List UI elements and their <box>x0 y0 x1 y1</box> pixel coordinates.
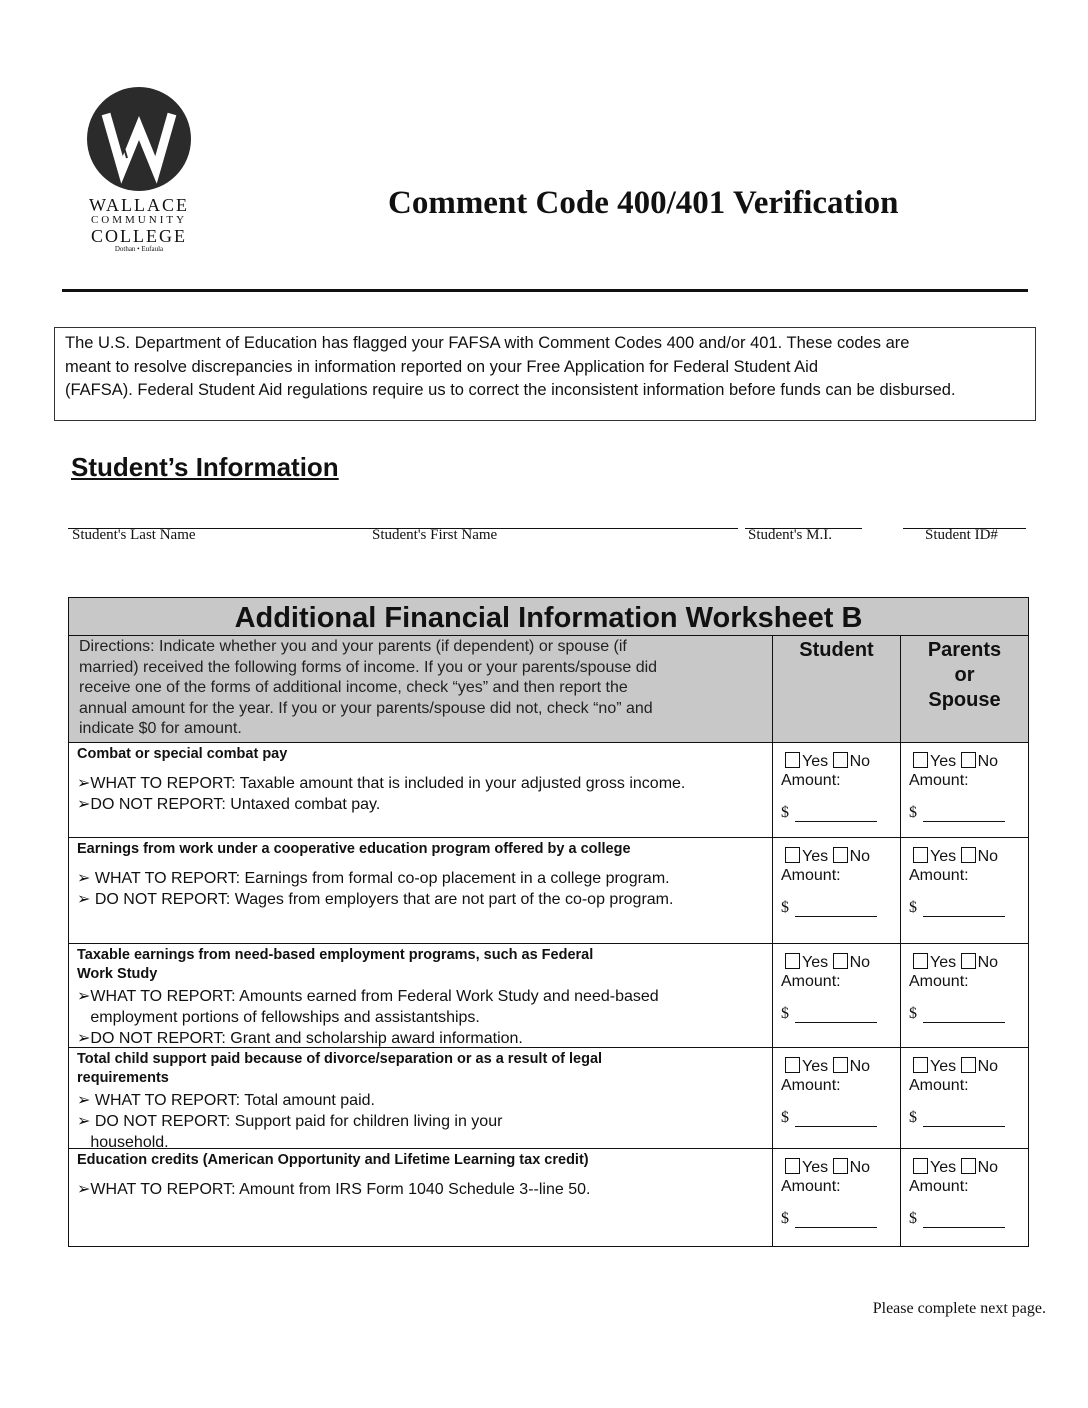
student-yes-label: Yes <box>802 1159 829 1176</box>
student-no-label: No <box>849 1058 871 1075</box>
directions-line: married) received the following forms of income. If you or your parents/spouse did <box>79 658 658 676</box>
directions-line: indicate $0 for amount. <box>79 720 242 737</box>
income-item-title: Education credits (American Opportunity and Lifetime Learning tax credit) <box>77 1152 589 1168</box>
student-no-checkbox[interactable] <box>833 1057 848 1073</box>
student-amount-field[interactable] <box>795 902 877 917</box>
student-amount-line <box>773 1005 900 1023</box>
page-title: Comment Code 400/401 Verification <box>388 185 899 221</box>
parents-no-label: No <box>977 954 999 971</box>
dollar-sign: $ <box>909 1005 917 1022</box>
notice-line: meant to resolve discrepancies in information reported on your Free Application for Federal Student Aid <box>65 357 818 376</box>
dollar-sign: $ <box>781 804 789 821</box>
parents-yes-no <box>901 838 1028 867</box>
income-item-instruction: employment portions of fellowships and assistantships. <box>77 1009 480 1026</box>
parents-yes-checkbox[interactable] <box>913 752 928 768</box>
income-item-title: Work Study <box>77 966 158 982</box>
student-yes-label: Yes <box>802 1058 829 1075</box>
income-item-description <box>69 944 773 1047</box>
mi-label: Student's M.I. <box>748 527 832 543</box>
dollar-sign: $ <box>909 804 917 821</box>
parents-amount-line <box>901 899 1028 917</box>
parents-yes-label: Yes <box>930 753 957 770</box>
parents-amount-line <box>901 1005 1028 1023</box>
parents-answer-cell <box>901 1048 1028 1148</box>
parents-yes-no <box>901 1048 1028 1077</box>
income-item-row <box>69 944 1028 1048</box>
income-item-title: requirements <box>77 1070 169 1086</box>
student-no-label: No <box>849 848 871 865</box>
parents-column-header <box>901 636 1028 742</box>
student-amount-line <box>773 804 900 822</box>
student-no-label: No <box>849 1159 871 1176</box>
income-items <box>69 743 1028 1246</box>
parents-amount-field[interactable] <box>923 807 1005 822</box>
student-column-header <box>773 636 901 742</box>
student-amount-line <box>773 899 900 917</box>
income-item-title: Taxable earnings from need-based employment programs, such as Federal <box>77 947 594 963</box>
income-item-description <box>69 1048 773 1151</box>
income-item-instruction: ➢WHAT TO REPORT: Amount from IRS Form 1040 Schedule 3--line 50. <box>77 1181 591 1198</box>
dollar-sign: $ <box>781 899 789 916</box>
student-amount-label: Amount: <box>781 772 841 789</box>
parents-column-label: Spouse <box>928 689 1001 711</box>
student-amount-label: Amount: <box>781 973 841 990</box>
parents-yes-no <box>901 743 1028 772</box>
parents-no-label: No <box>977 848 999 865</box>
parents-amount-label: Amount: <box>909 1077 969 1094</box>
income-item-title: Total child support paid because of divorce/separation or as a result of legal <box>77 1051 603 1067</box>
student-no-checkbox[interactable] <box>833 953 848 969</box>
student-id-label: Student ID# <box>925 527 998 543</box>
parents-yes-checkbox[interactable] <box>913 1057 928 1073</box>
parents-no-checkbox[interactable] <box>961 847 976 863</box>
parents-amount-label: Amount: <box>909 1178 969 1195</box>
student-yes-label: Yes <box>802 954 829 971</box>
student-amount-label: Amount: <box>781 1178 841 1195</box>
dollar-sign: $ <box>781 1005 789 1022</box>
notice-box <box>54 327 1036 421</box>
student-info-heading: Student’s Information <box>71 452 339 482</box>
worksheet-table <box>68 597 1029 1247</box>
parents-amount-field[interactable] <box>923 1008 1005 1023</box>
student-yes-checkbox[interactable] <box>785 752 800 768</box>
parents-amount-label: Amount: <box>909 772 969 789</box>
parents-yes-no <box>901 944 1028 973</box>
logo-text-wallace: WALLACE <box>89 195 189 215</box>
parents-no-label: No <box>977 1058 999 1075</box>
directions-line: annual amount for the year. If you or your parents/spouse did not, check “no” and <box>79 699 653 717</box>
logo-text-college: COLLEGE <box>91 226 187 246</box>
parents-amount-line <box>901 1210 1028 1228</box>
student-amount-field[interactable] <box>795 1213 877 1228</box>
parents-no-checkbox[interactable] <box>961 953 976 969</box>
parents-yes-no <box>901 1149 1028 1178</box>
parents-yes-label: Yes <box>930 1159 957 1176</box>
income-item-instruction: household. <box>77 1134 169 1151</box>
notice-line: (FAFSA). Federal Student Aid regulations require us to correct the inconsistent information before funds can be disbursed. <box>65 381 956 399</box>
dollar-sign: $ <box>909 1109 917 1126</box>
income-item-description <box>69 838 773 943</box>
student-column-label: Student <box>799 639 874 661</box>
logo-text-campuses: Dothan • Eufaula <box>114 245 164 253</box>
parents-amount-label: Amount: <box>909 867 969 884</box>
income-item-instruction: ➢ DO NOT REPORT: Support paid for children living in your <box>77 1113 503 1130</box>
parents-answer-cell <box>901 838 1028 943</box>
directions-row <box>69 636 1028 743</box>
parents-no-label: No <box>977 1159 999 1176</box>
parents-column-label: or <box>954 664 975 686</box>
income-item-row <box>69 838 1028 944</box>
income-item-title: Combat or special combat pay <box>77 746 288 762</box>
student-amount-line <box>773 1210 900 1228</box>
footer-note: Please complete next page. <box>872 1300 1046 1317</box>
dollar-sign: $ <box>781 1210 789 1227</box>
student-no-checkbox[interactable] <box>833 1158 848 1174</box>
income-item-title: Earnings from work under a cooperative education program offered by a college <box>77 841 631 857</box>
parents-amount-field[interactable] <box>923 902 1005 917</box>
student-yes-label: Yes <box>802 753 829 770</box>
student-yes-no <box>773 838 900 867</box>
parents-no-checkbox[interactable] <box>961 752 976 768</box>
parents-column-label: Parents <box>927 639 1002 661</box>
student-no-label: No <box>849 954 871 971</box>
dollar-sign: $ <box>909 899 917 916</box>
student-amount-field[interactable] <box>795 807 877 822</box>
dollar-sign: $ <box>781 1109 789 1126</box>
parents-no-checkbox[interactable] <box>961 1158 976 1174</box>
parents-amount-field[interactable] <box>923 1112 1005 1127</box>
title-divider <box>62 289 1028 292</box>
student-no-checkbox[interactable] <box>833 847 848 863</box>
student-amount-label: Amount: <box>781 1077 841 1094</box>
income-item-description <box>69 743 773 837</box>
student-yes-checkbox[interactable] <box>785 1057 800 1073</box>
student-answer-cell <box>773 1048 901 1148</box>
income-item-row <box>69 1048 1028 1149</box>
income-item-instruction: ➢ DO NOT REPORT: Wages from employers that are not part of the co-op program. <box>77 891 674 908</box>
parents-answer-cell <box>901 944 1028 1047</box>
student-answer-cell <box>773 1149 901 1246</box>
student-answer-cell <box>773 743 901 837</box>
income-item-instruction: ➢DO NOT REPORT: Grant and scholarship award information. <box>77 1030 523 1047</box>
worksheet-title: Additional Financial Information Worksheet B <box>69 598 1028 636</box>
directions-line: receive one of the forms of additional income, check “yes” and then report the <box>79 679 628 696</box>
parents-yes-checkbox[interactable] <box>913 953 928 969</box>
parents-yes-label: Yes <box>930 848 957 865</box>
income-item-row <box>69 1149 1028 1246</box>
income-item-instruction: ➢ WHAT TO REPORT: Earnings from formal co-op placement in a college program. <box>77 870 670 887</box>
student-yes-no <box>773 944 900 973</box>
parents-amount-field[interactable] <box>923 1213 1005 1228</box>
first-name-label: Student's First Name <box>372 527 498 543</box>
income-item-instruction: ➢WHAT TO REPORT: Amounts earned from Federal Work Study and need-based <box>77 988 659 1005</box>
notice-line: The U.S. Department of Education has flagged your FAFSA with Comment Codes 400 and/or 401. These codes are <box>65 334 910 352</box>
income-item-instruction: ➢WHAT TO REPORT: Taxable amount that is included in your adjusted gross income. <box>77 775 686 792</box>
parents-amount-label: Amount: <box>909 973 969 990</box>
parents-amount-line <box>901 804 1028 822</box>
parents-answer-cell <box>901 743 1028 837</box>
student-yes-checkbox[interactable] <box>785 847 800 863</box>
dollar-sign: $ <box>909 1210 917 1227</box>
student-yes-label: Yes <box>802 848 829 865</box>
parents-answer-cell <box>901 1149 1028 1246</box>
student-amount-field[interactable] <box>795 1008 877 1023</box>
parents-no-label: No <box>977 753 999 770</box>
student-no-label: No <box>849 753 871 770</box>
student-answer-cell <box>773 838 901 943</box>
income-item-instruction: ➢ WHAT TO REPORT: Total amount paid. <box>77 1092 375 1109</box>
student-yes-checkbox[interactable] <box>785 953 800 969</box>
directions-text <box>69 636 773 742</box>
income-item-row <box>69 743 1028 838</box>
student-yes-no <box>773 1048 900 1077</box>
student-answer-cell <box>773 944 901 1047</box>
parents-amount-line <box>901 1109 1028 1127</box>
parents-yes-label: Yes <box>930 954 957 971</box>
directions-line: Directions: Indicate whether you and your parents (if dependent) or spouse (if <box>79 638 627 655</box>
last-name-label: Student's Last Name <box>72 527 196 543</box>
income-item-description <box>69 1149 773 1246</box>
logo-text-community: COMMUNITY <box>90 214 188 226</box>
student-no-checkbox[interactable] <box>833 752 848 768</box>
w-seal-icon <box>86 86 192 192</box>
student-amount-line <box>773 1109 900 1127</box>
income-item-instruction: ➢DO NOT REPORT: Untaxed combat pay. <box>77 796 381 813</box>
parents-no-checkbox[interactable] <box>961 1057 976 1073</box>
student-yes-no <box>773 1149 900 1178</box>
student-yes-no <box>773 743 900 772</box>
student-amount-label: Amount: <box>781 867 841 884</box>
student-amount-field[interactable] <box>795 1112 877 1127</box>
college-logo <box>84 86 194 254</box>
parents-yes-checkbox[interactable] <box>913 1158 928 1174</box>
parents-yes-label: Yes <box>930 1058 957 1075</box>
student-yes-checkbox[interactable] <box>785 1158 800 1174</box>
parents-yes-checkbox[interactable] <box>913 847 928 863</box>
